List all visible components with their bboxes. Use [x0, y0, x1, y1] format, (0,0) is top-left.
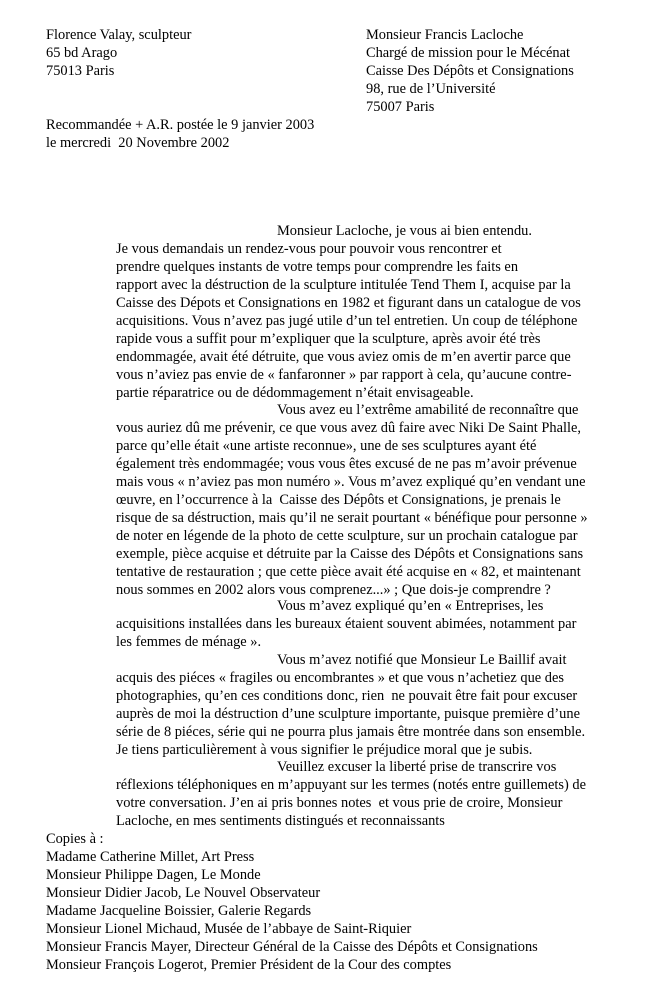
paragraph-opening: Monsieur Lacloche, je vous ai bien entendu. [277, 223, 532, 239]
body-line: nous sommes en 2002 alors vous comprenez...» ; Que dois-je comprendre ? [116, 582, 551, 598]
recipient-street: 98, rue de l’Université [366, 81, 496, 97]
body-line: exemple, pièce acquise et détruite par la Caisse des Dépôts et Consignations sans [116, 546, 584, 562]
body-line: vous n’aviez pas envie de « fanfaronner » par rapport à cela, qu’aucune contre- [116, 367, 572, 383]
body-line: tentative de restauration ; que cette pièce avait été acquise en « 82, et maintenant [116, 564, 581, 580]
copy-recipient: Monsieur François Logerot, Premier Président de la Cour des comptes [46, 957, 452, 973]
body-line: vous auriez dû me prévenir, ce que vous avez dû faire avec Niki De Saint Phalle, [116, 420, 581, 436]
copies-heading: Copies à : [46, 831, 104, 847]
body-line: acquis des piéces « fragiles ou encombrantes » et que vous n’achetiez que des [116, 670, 564, 686]
body-line: série de 8 piéces, série qui ne pourra plus jamais être montrée dans son ensemble. [116, 724, 586, 740]
body-line: mais vous « n’aviez pas mon numéro ». Vous m’avez expliqué qu’en vendant une [116, 474, 586, 490]
recipient-name: Monsieur Francis Lacloche [366, 27, 524, 43]
body-line: photographies, qu’en ces conditions donc, rien ne pouvait être fait pour excuser [116, 688, 578, 704]
copy-recipient: Monsieur Lionel Michaud, Musée de l’abbaye de Saint-Riquier [46, 921, 412, 937]
sender-name: Florence Valay, sculpteur [46, 27, 192, 43]
body-line: auprès de moi la déstruction d’une sculpture importante, puisque première d’une [116, 706, 580, 722]
body-line: également très endommagée; vous vous êtes excusé de ne pas m’avoir prévenue [116, 456, 577, 472]
paragraph-opening: Veuillez excuser la liberté prise de transcrire vos [277, 759, 557, 775]
body-line: Je vous demandais un rendez-vous pour pouvoir vous rencontrer et [116, 241, 502, 257]
recipient-city: 75007 Paris [366, 99, 435, 115]
body-line: prendre quelques instants de votre temps pour comprendre les faits en [116, 259, 519, 275]
sent-note: Recommandée + A.R. postée le 9 janvier 2003 [46, 117, 315, 133]
body-line: acquisitions installées dans les bureaux étaient souvent abimées, notamment par [116, 616, 577, 632]
body-line: rapide vous a suffit pour m’expliquer que la sculpture, après avoir été très [116, 331, 541, 347]
body-line: Lacloche, en mes sentiments distingués et reconnaissants [116, 813, 445, 829]
copy-recipient: Madame Jacqueline Boissier, Galerie Regards [46, 903, 312, 919]
body-line: de noter en légende de la photo de cette sculpture, sur un prochain catalogue par [116, 528, 578, 544]
sender-street: 65 bd Arago [46, 45, 118, 61]
paragraph-opening: Vous m’avez notifié que Monsieur Le Baillif avait [277, 652, 567, 668]
recipient-role: Chargé de mission pour le Mécénat [366, 45, 570, 61]
body-line: Je tiens particulièrement à vous signifier le préjudice moral que je subis. [116, 742, 533, 758]
paragraph-opening: Vous m’avez expliqué qu’en « Entreprises, les [277, 598, 544, 614]
copy-recipient: Monsieur Philippe Dagen, Le Monde [46, 867, 261, 883]
paragraph-opening: Vous avez eu l’extrême amabilité de reconnaître que [277, 402, 579, 418]
body-line: endommagée, avait été détruite, que vous aviez omis de m’en avertir parce que [116, 349, 571, 365]
copy-recipient: Monsieur Francis Mayer, Directeur Général de la Caisse des Dépôts et Consignations [46, 939, 538, 955]
letter-date: le mercredi 20 Novembre 2002 [46, 135, 230, 151]
body-line: parce qu’elle était «une artiste reconnue», une de ses sculptures ayant été [116, 438, 537, 454]
body-line: réflexions téléphoniques en m’appuyant sur les termes (notés entre guillemets) de [116, 777, 586, 793]
recipient-org: Caisse Des Dépôts et Consignations [366, 63, 574, 79]
body-line: votre conversation. J’en ai pris bonnes notes et vous prie de croire, Monsieur [116, 795, 563, 811]
body-line: risque de sa déstruction, mais qu’il ne serait pourtant « bénéfique pour personne » [116, 510, 588, 526]
sender-city: 75013 Paris [46, 63, 115, 79]
body-line: partie réparatrice ou de dédommagement n’était envisageable. [116, 385, 474, 401]
body-line: acquisitions. Vous n’avez pas jugé utile d’un tel entretien. Un coup de téléphone [116, 313, 578, 329]
copy-recipient: Monsieur Didier Jacob, Le Nouvel Observateur [46, 885, 321, 901]
body-line: rapport avec la déstruction de la sculpture intitulée Tend Them I, acquise par la [116, 277, 571, 293]
copy-recipient: Madame Catherine Millet, Art Press [46, 849, 255, 865]
body-line: Caisse des Dépots et Consignations en 1982 et figurant dans un catalogue de vos [116, 295, 581, 311]
body-line: œuvre, en l’occurrence à la Caisse des Dépôts et Consignations, je prenais le [116, 492, 561, 508]
body-line: les femmes de ménage ». [116, 634, 262, 650]
